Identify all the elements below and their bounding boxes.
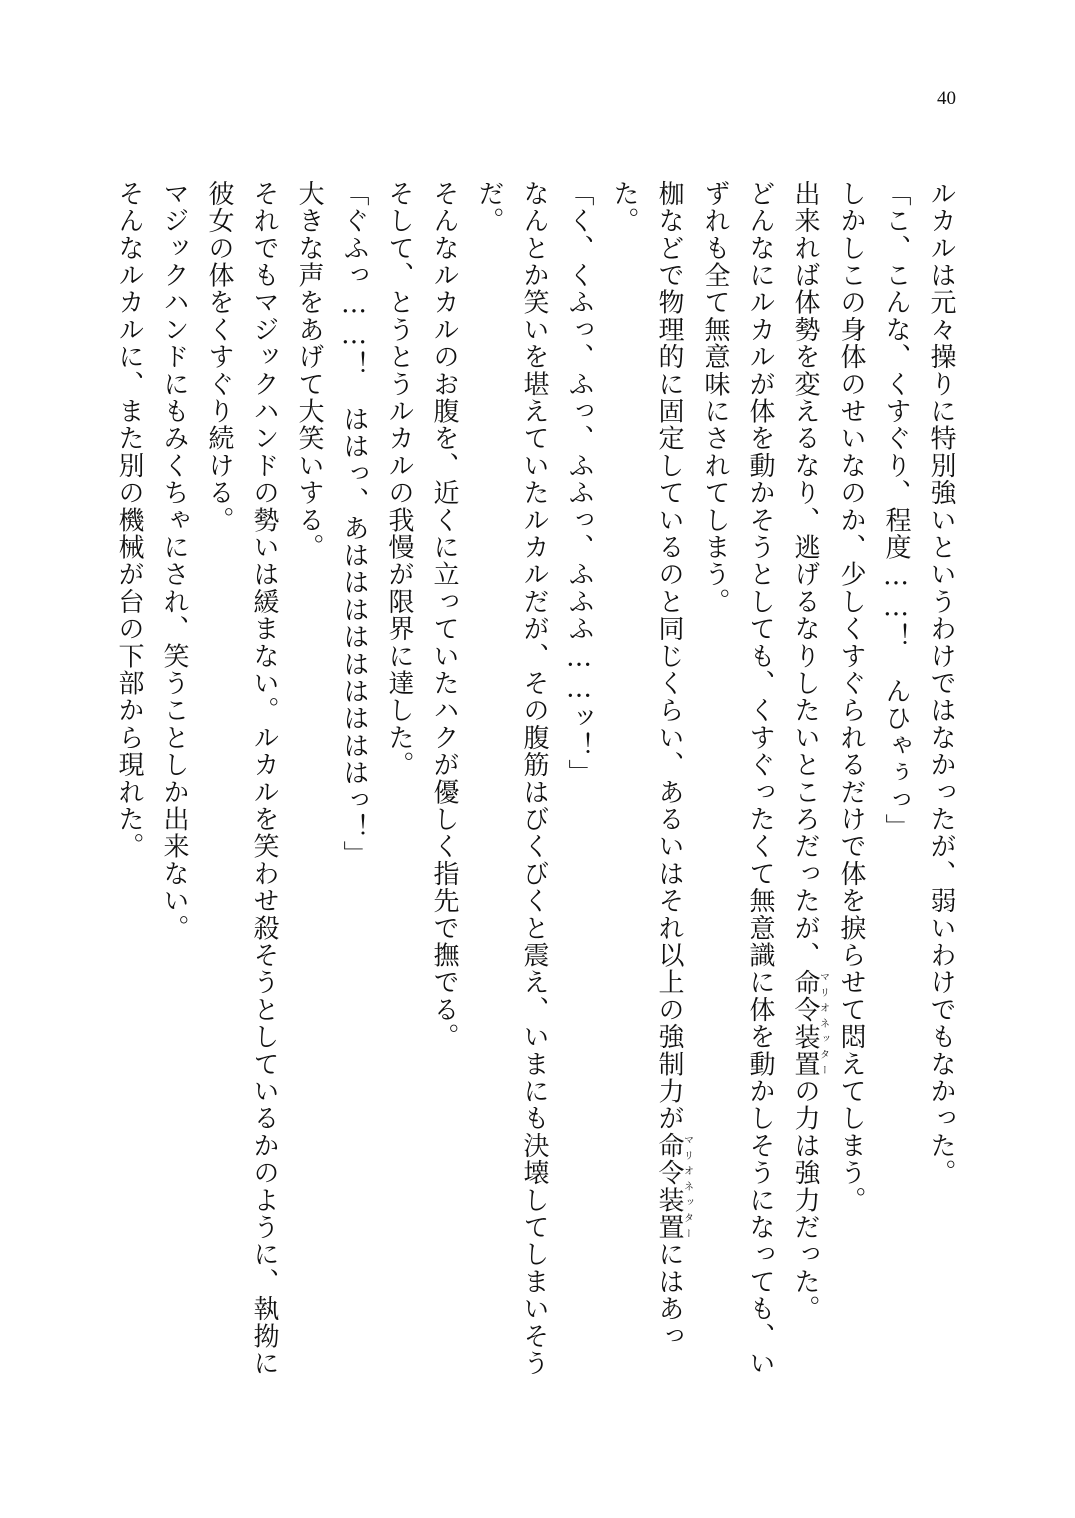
paragraph: そんなルカルのお腹を、近くに立っていたハクが優しく指先で撫でる。 xyxy=(429,180,459,1051)
dialogue-line: 「こ、こんな、くすぐり、程度……！ んひゃぅっ」 xyxy=(881,180,911,841)
paragraph-segment: にはあった。 xyxy=(609,180,684,1350)
paragraph: そんなルカルに、また別の機械が台の下部から現れた。 xyxy=(114,180,144,860)
ruby-annotation xyxy=(790,968,829,1078)
paragraph: ルカルは元々操りに特別強いというわけではなかったが、弱いわけでもなかった。 xyxy=(926,180,956,1187)
paragraph-with-ruby xyxy=(601,180,692,1390)
ruby-annotation xyxy=(654,1132,693,1241)
ruby-base: 命令装置 xyxy=(790,968,820,1078)
paragraph: そして、とうとうルカルの我慢が限界に達した。 xyxy=(384,180,414,779)
paragraph: それでもマジックハンドの勢いは緩まない。ルカルを笑わせ殺そうとしているかのように、執拗に彼女の体をくすぐり続ける。 xyxy=(204,180,279,1377)
dialogue-line: 「く、くふっ、ふっ、ふふっ、ふふふ……ッ！」 xyxy=(564,180,594,787)
paragraph-segment: 枷などで物理的に固定しているのと同じくらい、あるいはそれ以上の強制力が xyxy=(654,180,684,1132)
paragraph: マジックハンドにもみくちゃにされ、笑うことしか出来ない。 xyxy=(159,180,189,942)
paragraph: どんなにルカルが体を動かそうとしても、くすぐったくて無意識に体を動かしそうになっても、いずれも全て無意味にされてしまう。 xyxy=(700,180,775,1377)
paragraph-segment: 出来れば体勢を変えるなり、逃げるなりしたいところだったが、 xyxy=(790,180,820,969)
paragraph: 大きな声をあげて大笑いする。 xyxy=(294,180,324,561)
novel-body-text xyxy=(106,180,963,1390)
paragraph-segment: の力は強力だった。 xyxy=(790,1077,820,1323)
paragraph: しかしこの身体のせいなのか、少しくすぐられるだけで体を捩らせて悶えてしまう。 xyxy=(836,180,866,1214)
dialogue-line: 「ぐふっ……！ ははっ、あはははははははははっ！」 xyxy=(339,180,369,868)
ruby-base: 命令装置 xyxy=(654,1132,684,1241)
paragraph-with-ruby xyxy=(782,180,828,1390)
ruby-reading: マリオネッター xyxy=(817,968,829,1078)
page-number: 40 xyxy=(937,88,956,109)
paragraph: なんとか笑いを堪えていたルカルだが、その腹筋はびくびくと震え、いまにも決壊してしまいそうだ。 xyxy=(474,180,549,1377)
ruby-reading: マリオネッター xyxy=(681,1132,693,1241)
